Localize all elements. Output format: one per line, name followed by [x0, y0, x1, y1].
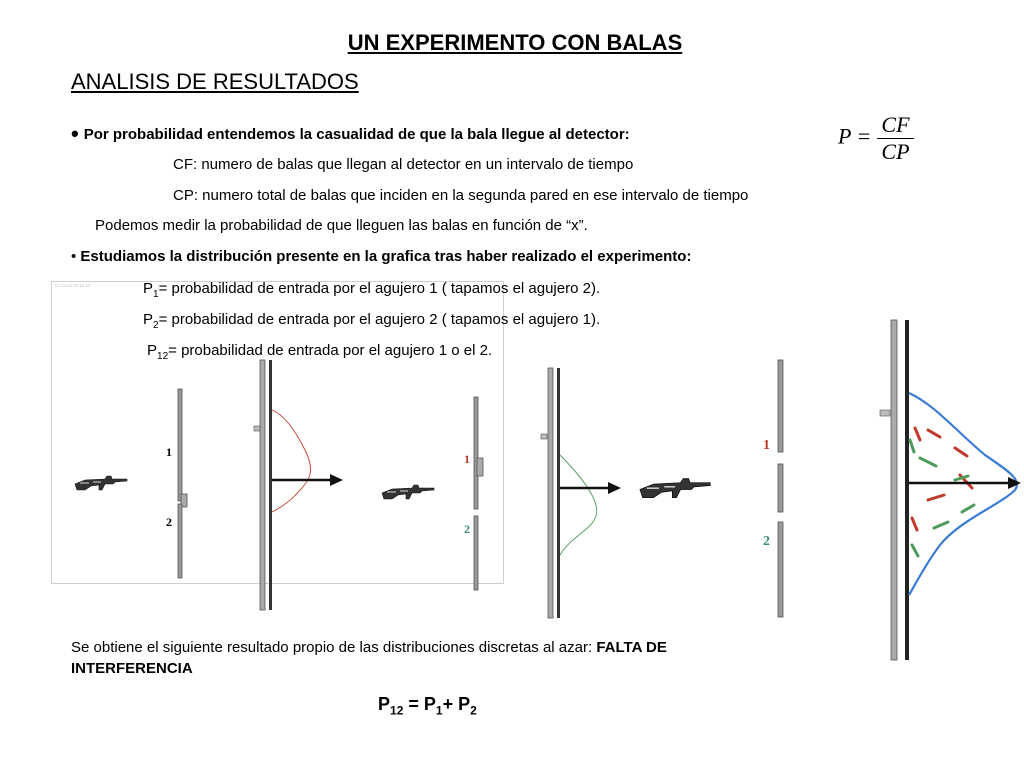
bullet-marks	[910, 428, 974, 556]
detector-wall	[269, 360, 272, 610]
hole-1-label: 1	[166, 445, 172, 459]
bullet-dot: •	[71, 248, 81, 265]
detector-icon	[880, 410, 890, 416]
hole-2-label: 2	[763, 534, 770, 549]
measure-note: Podemos medir la probabilidad de que lleguen las balas en función de “x”.	[95, 217, 588, 234]
conclusion-emphasis: FALTA DE INTERFERENCIA	[71, 639, 667, 677]
final-plus: + P	[442, 694, 471, 714]
wall-icon	[474, 397, 478, 509]
hole-2-label: 2	[464, 522, 470, 536]
wall-icon	[778, 360, 783, 452]
cf-definition: CF: numero de balas que llegan al detector en un intervalo de tiempo	[173, 156, 634, 173]
hole-flap	[477, 458, 483, 476]
frame-caption: ▭ ▭ ▭ ▭ ▭ ▭	[55, 283, 91, 289]
probability-curve-p12	[909, 393, 1017, 595]
rifle-icon	[75, 476, 127, 490]
p2-text: = probabilidad de entrada por el agujero 2 ( tapamos el agujero 1).	[158, 311, 601, 328]
section-subtitle: ANALISIS DE RESULTADOS	[71, 69, 359, 94]
rifle-icon	[640, 479, 710, 498]
p2-subscript: 2	[153, 320, 159, 331]
p1-definition	[143, 280, 600, 300]
p2-symbol: P	[143, 311, 154, 328]
formula-numerator: CF	[877, 112, 913, 139]
wall-icon	[474, 516, 478, 590]
final-p: P	[378, 694, 391, 714]
wall-icon	[178, 389, 182, 501]
hole-1-label: 1	[464, 452, 470, 466]
bullet-probability-text: Por probabilidad entendemos la casualidad de que la bala llegue al detector:	[83, 126, 630, 143]
probability-curve-p1	[272, 410, 311, 512]
wall-icon	[178, 504, 182, 578]
p1-text: = probabilidad de entrada por el agujero 1 ( tapamos el agujero 2).	[158, 280, 601, 297]
wall-icon	[778, 522, 783, 617]
formula-lhs: P =	[838, 123, 872, 149]
conclusion-text	[71, 637, 771, 679]
detector-wall	[905, 320, 909, 660]
detector-icon	[541, 434, 547, 439]
formula-denominator: CP	[881, 139, 910, 164]
rifle-icon	[382, 485, 434, 499]
p12-definition	[147, 342, 492, 362]
page-title: UN EXPERIMENTO CON BALAS	[347, 30, 683, 55]
wall-icon	[778, 464, 783, 512]
conclusion-body: Se obtiene el siguiente resultado propio de las distribuciones discretas al azar:	[71, 639, 597, 656]
p1-symbol: P	[143, 280, 154, 297]
arrow-head	[608, 482, 621, 494]
hole-1-label: 1	[763, 438, 770, 453]
p12-text: = probabilidad de entrada por el agujero 1 o el 2.	[168, 342, 493, 359]
p12-subscript: 12	[157, 351, 169, 362]
wall-icon	[548, 368, 553, 618]
final-sub2: 2	[470, 703, 477, 718]
wall-icon	[891, 320, 897, 660]
cp-definition: CP: numero total de balas que inciden en la segunda pared en ese intervalo de tiempo	[173, 187, 749, 204]
bullet-dot: •	[71, 121, 79, 146]
final-eq: = P	[403, 694, 436, 714]
final-equation	[378, 694, 477, 718]
detector-wall	[557, 368, 560, 618]
hole-2-label: 2	[166, 515, 172, 529]
arrow-head	[330, 474, 343, 486]
p12-symbol: P	[147, 342, 158, 359]
final-sub1: 1	[435, 703, 443, 718]
final-sub12: 12	[390, 703, 404, 718]
p1-subscript: 1	[153, 289, 159, 300]
p2-definition	[143, 311, 600, 331]
wall-icon	[260, 360, 265, 610]
detector-icon	[254, 426, 260, 431]
probability-curve-p2	[560, 455, 597, 555]
bullet-distribution-text: Estudiamos la distribución presente en la grafica tras haber realizado el experimento:	[80, 248, 692, 265]
